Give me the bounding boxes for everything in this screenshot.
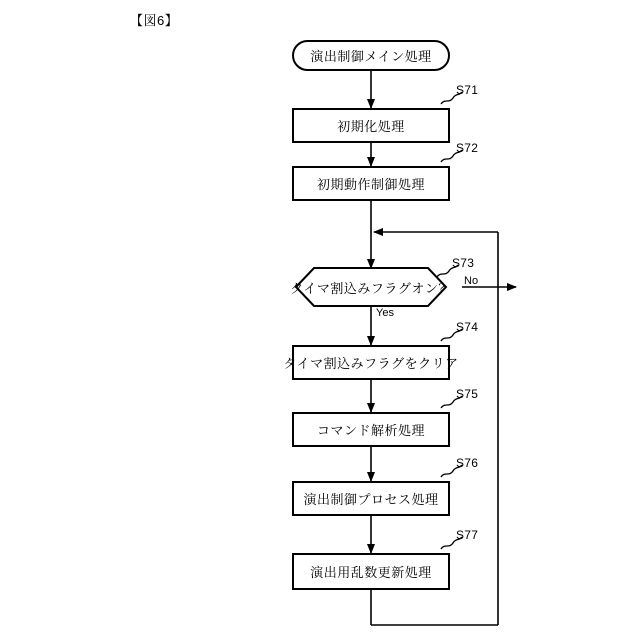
flow-node-s71-label: 初期化処理 [337, 119, 405, 134]
flow-node-s72-label: 初期動作制御処理 [316, 177, 425, 192]
flow-node-s74-label: タイマ割込みフラグをクリア [283, 356, 459, 371]
step-label-s77: S77 [456, 528, 479, 542]
flow-node-s74 [283, 345, 459, 380]
flow-node-s75-label: コマンド解析処理 [316, 423, 425, 438]
flow-node-s75 [292, 412, 450, 447]
flow-node-s72 [292, 166, 450, 201]
step-label-s72: S72 [456, 141, 479, 155]
flow-node-s77 [292, 553, 450, 590]
edge-label-yes: Yes [376, 307, 394, 319]
step-label-s74: S74 [456, 320, 479, 334]
flow-node-s76 [292, 481, 450, 516]
flow-node-start-label: 演出制御メイン処理 [310, 49, 432, 64]
step-label-s76: S76 [456, 456, 479, 470]
flow-node-start [292, 40, 450, 71]
figure-label: 【図6】 [130, 13, 179, 28]
flow-node-s71 [292, 108, 450, 143]
flow-node-s73 [280, 267, 462, 307]
step-label-s71: S71 [456, 83, 479, 97]
step-label-s73: S73 [452, 256, 475, 270]
edge-label-no: No [464, 275, 479, 287]
flow-node-s77-label: 演出用乱数更新処理 [310, 565, 432, 580]
flow-node-s73-label: タイマ割込みフラグオン？ [290, 280, 452, 296]
step-label-s75: S75 [456, 387, 479, 401]
flow-node-s76-label: 演出制御プロセス処理 [303, 492, 439, 507]
